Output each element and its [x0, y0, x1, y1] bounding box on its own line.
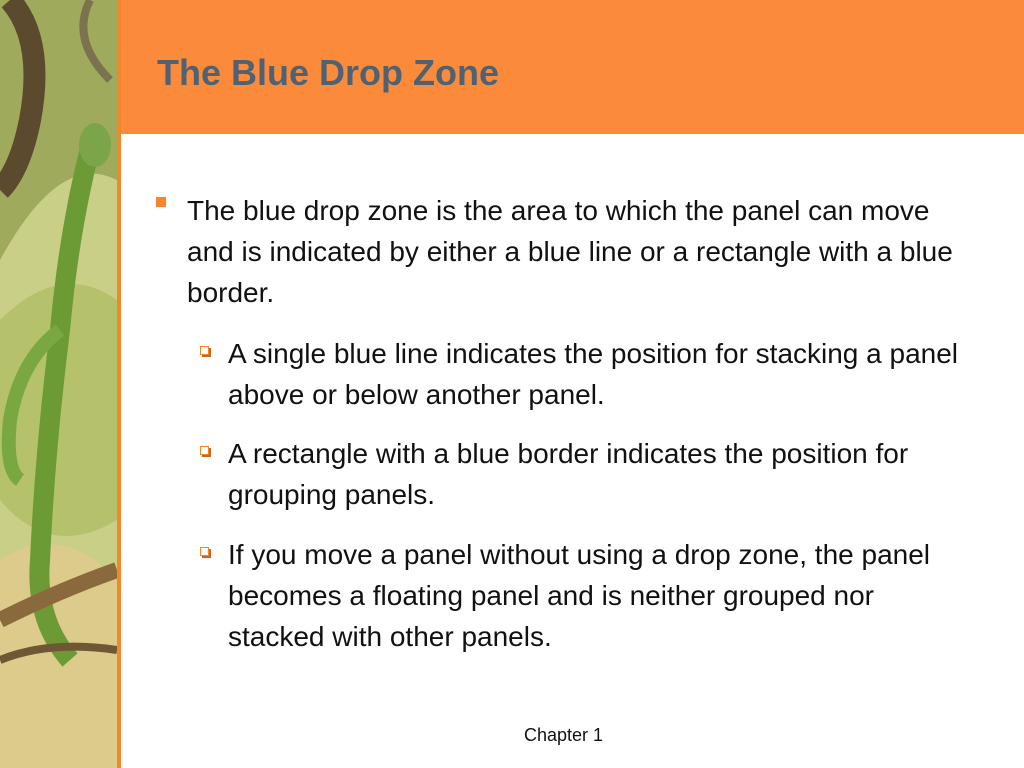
title-band	[121, 0, 1024, 134]
bullet-1-text: The blue drop zone is the area to which the panel can move and is indicated by either a blue line or a rectangle with a blue border.	[187, 195, 953, 308]
filled-square-icon	[156, 197, 166, 207]
mantis-photo	[0, 0, 117, 768]
sub-bullet-1-text: A single blue line indicates the position for stacking a panel above or below another panel.	[228, 338, 959, 410]
sub-bullet-2-text: A rectangle with a blue border indicates the position for grouping panels.	[228, 438, 909, 510]
slide-title: The Blue Drop Zone	[157, 52, 499, 93]
footer-chapter: Chapter 1	[524, 725, 604, 745]
hollow-square-icon	[200, 346, 209, 355]
sub-bullet-3-text: If you move a panel without using a drop zone, the panel becomes a floating panel and is neither grouped nor stacked with other panels.	[228, 539, 931, 652]
hollow-square-icon	[200, 547, 209, 556]
hollow-square-icon	[200, 446, 209, 455]
mantis-illustration	[0, 0, 117, 768]
slide-content	[121, 134, 1024, 768]
